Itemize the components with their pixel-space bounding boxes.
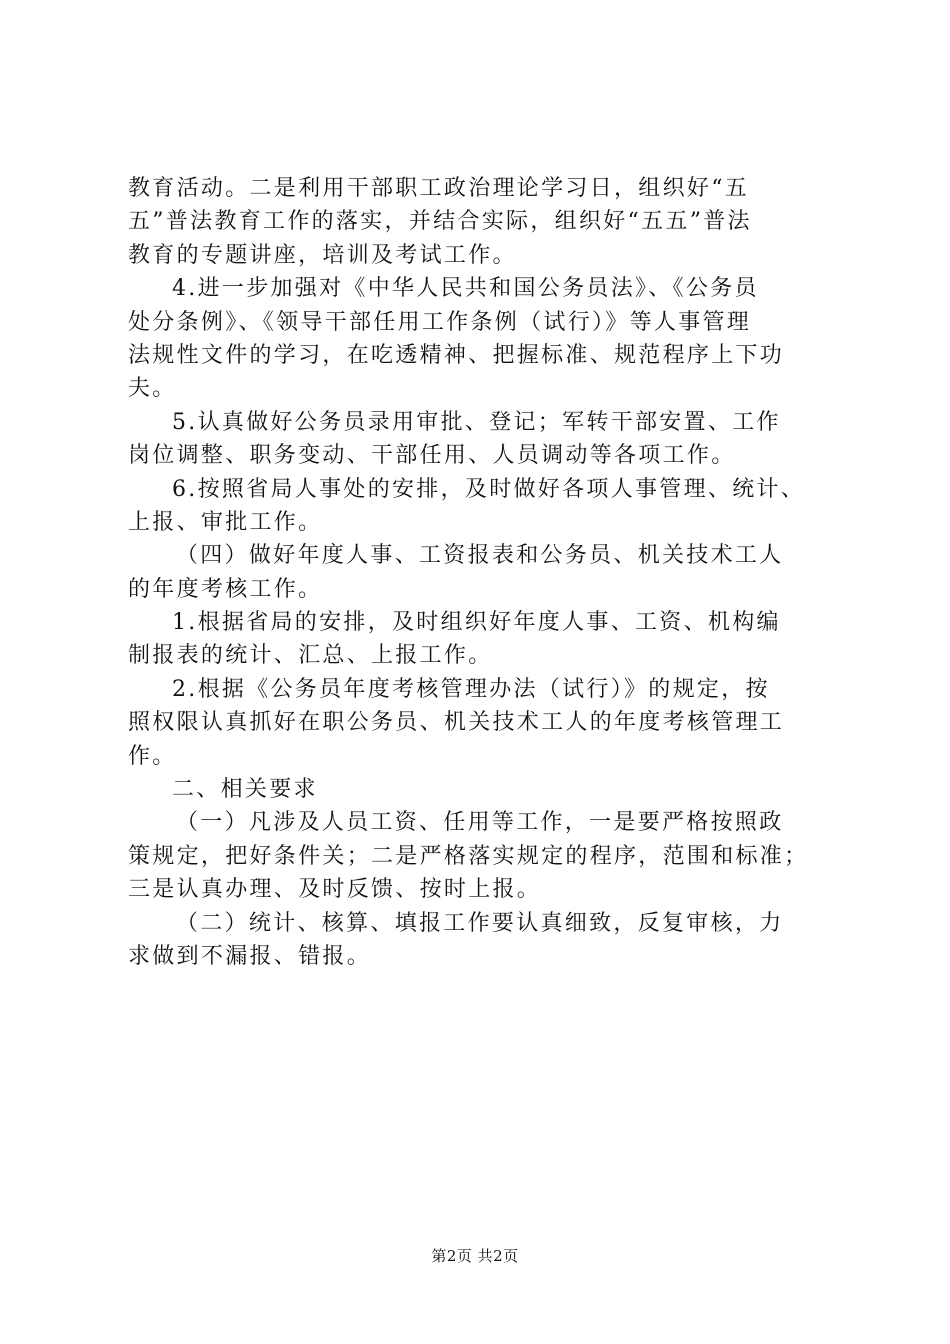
text-line: 4.进一步加强对《中华人民共和国公务员法》、《公务员 [172, 276, 759, 302]
text-line: 处分条例》、《领导干部任用工作条例（试行）》等人事管理 [128, 309, 752, 335]
text-line: 1.根据省局的安排，及时组织好年度人事、工资、机构编 [172, 610, 781, 636]
text-line: 作。 [128, 743, 177, 769]
text-line: 求做到不漏报、错报。 [128, 943, 372, 969]
text-line: 策规定，把好条件关；二是严格落实规定的程序，范围和标准； [128, 843, 809, 869]
page-number-footer: 第2页 共2页 [431, 1247, 519, 1265]
text-line: 照权限认真抓好在职公务员、机关技术工人的年度考核管理工 [128, 710, 785, 736]
text-line: 五”普法教育工作的落实，并结合实际，组织好“五五”普法 [128, 209, 752, 235]
text-line: （二）统计、核算、填报工作要认真细致，反复审核，力 [176, 910, 784, 936]
text-line: 夫。 [128, 376, 177, 402]
text-line: （四）做好年度人事、工资报表和公务员、机关技术工人 [176, 543, 784, 569]
text-line: 2.根据《公务员年度考核管理办法（试行）》的规定，按 [172, 676, 770, 702]
text-line: 制报表的统计、汇总、上报工作。 [128, 643, 493, 669]
text-line: 法规性文件的学习，在吃透精神、把握标准、规范程序上下功 [128, 342, 785, 368]
text-line: 岗位调整、职务变动、干部任用、人员调动等各项工作。 [128, 443, 736, 469]
document-body [128, 172, 838, 973]
text-line: 三是认真办理、及时反馈、按时上报。 [128, 877, 542, 903]
text-line: 上报、审批工作。 [128, 509, 323, 535]
text-line: 6.按照省局人事处的安排，及时做好各项人事管理、统计、 [172, 476, 806, 502]
text-line: 5.认真做好公务员录用审批、登记；军转干部安置、工作 [172, 409, 781, 435]
section-heading: 二、相关要求 [172, 777, 318, 803]
text-line: （一）凡涉及人员工资、任用等工作，一是要严格按照政 [176, 810, 784, 836]
text-line: 教育的专题讲座，培训及考试工作。 [128, 242, 517, 268]
text-line: 的年度考核工作。 [128, 576, 323, 602]
text-line: 教育活动。二是利用干部职工政治理论学习日，组织好“五 [128, 176, 750, 201]
